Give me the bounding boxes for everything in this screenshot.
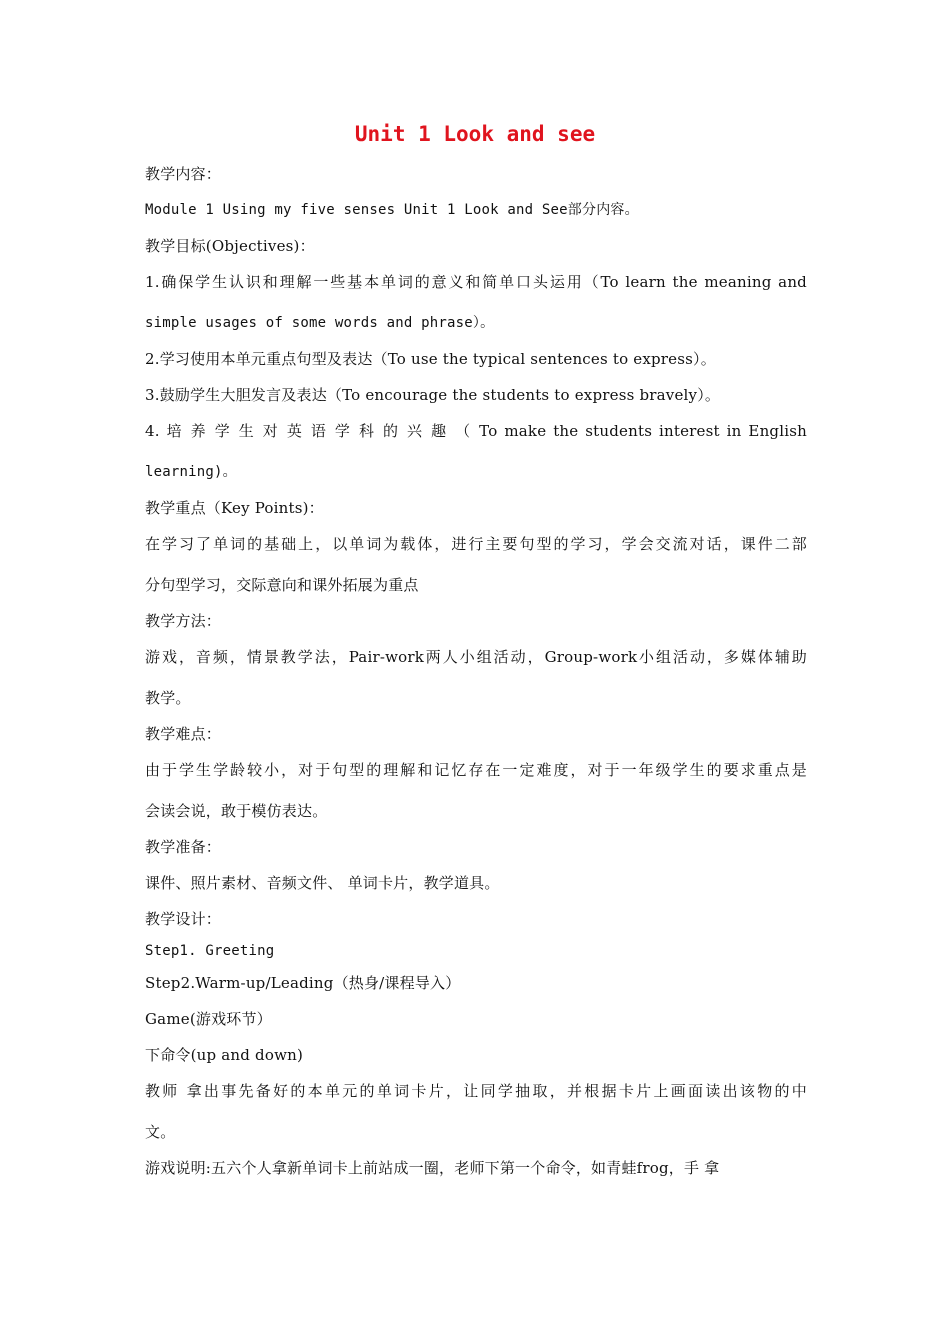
section-heading-methods: 教学方法： <box>145 612 222 630</box>
key-points-line-2: 分句型学习，交际意向和课外拓展为重点 <box>145 576 419 594</box>
step-2: Step2.Warm-up/Leading（热身/课程导入） <box>145 974 461 992</box>
objective-4-line-1: 4. 培 养 学 生 对 英 语 学 科 的 兴 趣 （ To make the students interest in English <box>145 422 807 440</box>
difficulties-line-1: 由于学生学龄较小，对于句型的理解和记忆存在一定难度，对于一年级学生的要求重点是 <box>145 761 807 779</box>
section-heading-objectives: 教学目标(Objectives)： <box>145 237 315 255</box>
teacher-instruction-line-2: 文。 <box>145 1123 176 1141</box>
objective-1-line-1: 1.确保学生认识和理解一些基本单词的意义和简单口头运用（To learn the meaning and <box>145 273 807 291</box>
content-text: Module 1 Using my five senses Unit 1 Look and See部分内容。 <box>145 202 639 218</box>
objective-2: 2.学习使用本单元重点句型及表达（To use the typical sentences to express）。 <box>145 350 716 368</box>
section-heading-design: 教学设计： <box>145 910 222 928</box>
section-heading-content: 教学内容： <box>145 165 222 183</box>
section-heading-preparation: 教学准备： <box>145 838 222 856</box>
methods-line-1: 游戏，音频，情景教学法，Pair-work两人小组活动，Group-work小组活动，多媒体辅助 <box>145 648 807 666</box>
section-heading-key-points: 教学重点（Key Points)： <box>145 499 324 517</box>
difficulties-line-2: 会读会说，敢于模仿表达。 <box>145 802 328 820</box>
methods-line-2: 教学。 <box>145 689 191 707</box>
teacher-instruction-line-1: 教师 拿出事先备好的本单元的单词卡片，让同学抽取，并根据卡片上画面读出该物的中 <box>145 1082 807 1100</box>
game-explanation: 游戏说明:五六个人拿新单词卡上前站成一圈，老师下第一个命令，如青蛙frog，手 拿 <box>145 1159 720 1177</box>
key-points-line-1: 在学习了单词的基础上，以单词为载体，进行主要句型的学习，学会交流对话，课件二部 <box>145 535 807 553</box>
objective-4-line-2: learning)。 <box>145 464 237 480</box>
objective-3: 3.鼓励学生大胆发言及表达（To encourage the students to express bravely）。 <box>145 386 721 404</box>
preparation-text: 课件、照片素材、音频文件、 单词卡片，教学道具。 <box>145 874 500 892</box>
document-title: Unit 1 Look and see <box>354 122 596 146</box>
game-heading: Game(游戏环节） <box>145 1010 272 1028</box>
command-game: 下命令(up and down) <box>145 1046 304 1064</box>
objective-1-line-2: simple usages of some words and phrase）。 <box>145 315 495 331</box>
step-1: Step1. Greeting <box>145 943 275 959</box>
section-heading-difficulties: 教学难点： <box>145 725 222 743</box>
